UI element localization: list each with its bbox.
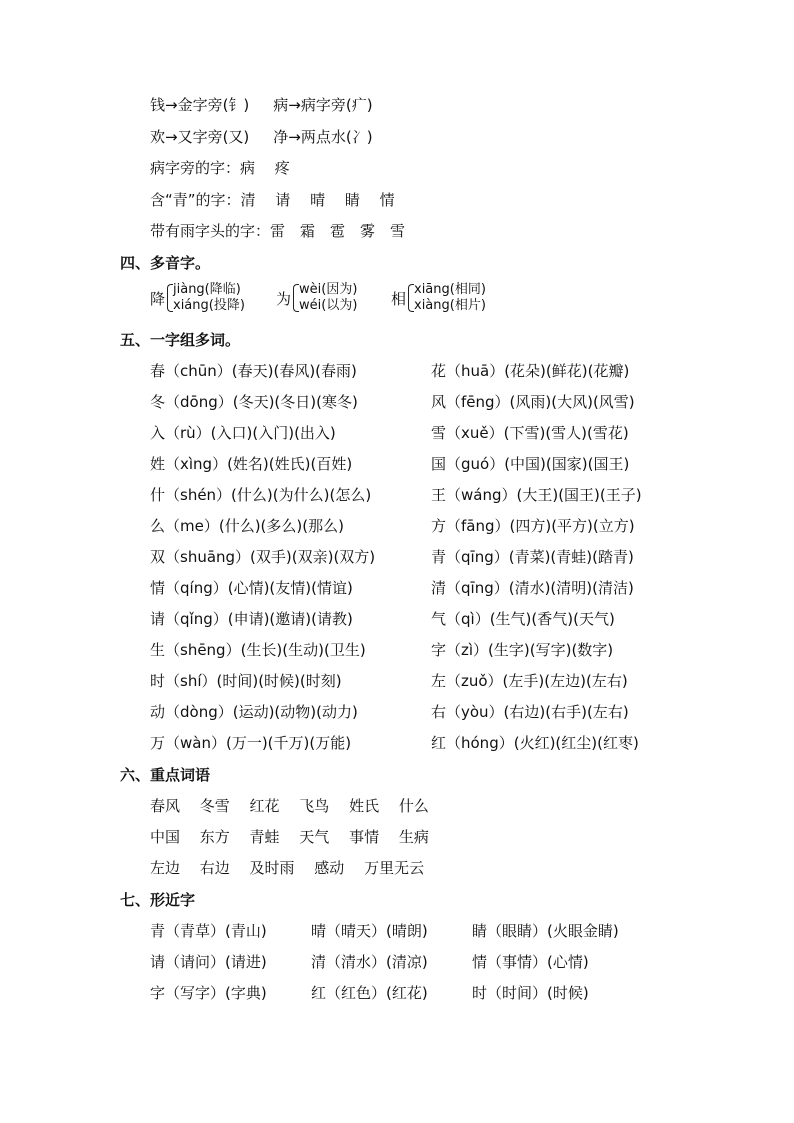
word-group-item: 字（zì）(生字)(写字)(数字): [431, 641, 614, 659]
word-group-item: 花（huā）(花朵)(鲜花)(花瓣): [431, 362, 630, 380]
reading-1: wèi(因为): [299, 282, 358, 297]
rain-radical-line: 带有雨字头的字：雷 霜 雹 雾 雪: [150, 222, 406, 240]
similar-char-item: 青（青草）(青山): [150, 922, 267, 940]
radical-line-1: [150, 94, 373, 116]
qing-chars-line: 含“青”的字：清 请 晴 睛 情: [150, 191, 395, 209]
word-group-item: 双（shuāng）(双手)(双亲)(双方): [150, 548, 376, 566]
word-group-item: 么（me）(什么)(多么)(那么): [150, 517, 344, 535]
reading-2: xiàng(相片): [414, 298, 486, 313]
word-group-item: 时（shí）(时间)(时候)(时刻): [150, 672, 342, 690]
word-group-item: 雪（xuě）(下雪)(雪人)(雪花): [431, 424, 629, 442]
polyphone-char: 相: [391, 290, 407, 308]
key-words-row: 左边 右边 及时雨 感动 万里无云: [150, 859, 425, 877]
similar-char-item: 情（事情）(心情): [472, 953, 589, 971]
word-group-item: 情（qíng）(心情)(友情)(情谊): [150, 579, 353, 597]
word-group-item: 红（hóng）(火红)(红尘)(红枣): [431, 734, 639, 752]
polyphone-char: 降: [150, 290, 166, 308]
word-group-item: 生（shēng）(生长)(生动)(卫生): [150, 641, 366, 659]
reading-1: jiàng(降临): [173, 282, 241, 297]
similar-char-item: 清（清水）(清凉): [311, 953, 428, 971]
word-group-item: 冬（dōng）(冬天)(冬日)(寒冬): [150, 393, 358, 411]
key-words-row: 春风 冬雪 红花 飞鸟 姓氏 什么: [150, 797, 429, 815]
word-group-item: 万（wàn）(万一)(千万)(万能): [150, 734, 352, 752]
word-group-item: 姓（xìng）(姓名)(姓氏)(百姓): [150, 455, 353, 473]
word-group-item: 春（chūn）(春天)(春风)(春雨): [150, 362, 357, 380]
word-group-item: 右（yòu）(右边)(右手)(左右): [431, 703, 629, 721]
similar-char-item: 红（红色）(红花): [311, 984, 428, 1002]
word-group-item: 左（zuǒ）(左手)(左边)(左右): [431, 672, 628, 690]
radical-item: 病→病字旁(疒): [273, 96, 373, 114]
radical-item: 净→两点水(冫): [273, 128, 373, 146]
word-group-item: 青（qīng）(青菜)(青蛙)(踏青): [431, 548, 634, 566]
word-group-item: 方（fāng）(四方)(平方)(立方): [431, 517, 635, 535]
word-group-item: 风（fēng）(风雨)(大风)(风雪): [431, 393, 635, 411]
reading-1: xiāng(相同): [414, 282, 486, 297]
key-words-row: 中国 东方 青蛙 天气 事情 生病: [150, 828, 429, 846]
radical-item: 钱→金字旁(钅): [150, 96, 250, 114]
section-5-title: 五、一字组多词。: [120, 331, 241, 349]
similar-char-item: 时（时间）(时候): [472, 984, 589, 1002]
radical-chars-line: 病字旁的字：病 疼: [150, 159, 290, 177]
word-group-item: 什（shén）(什么)(为什么)(怎么): [150, 486, 372, 504]
word-group-item: 请（qǐng）(申请)(邀请)(请教): [150, 610, 353, 628]
section-4-title: 四、多音字。: [120, 254, 211, 272]
word-group-item: 王（wáng）(大王)(国王)(王子): [431, 486, 642, 504]
radical-line-2: [150, 126, 373, 148]
word-group-item: 清（qīng）(清水)(清明)(清洁): [431, 579, 634, 597]
section-6-title: 六、重点词语: [120, 766, 211, 784]
word-group-item: 气（qì）(生气)(香气)(天气): [431, 610, 615, 628]
similar-char-item: 晴（晴天）(晴朗): [311, 922, 428, 940]
similar-char-item: 请（请问）(请进): [150, 953, 267, 971]
polyphone-char: 为: [276, 290, 292, 308]
section-7-title: 七、形近字: [120, 891, 196, 909]
word-group-item: 国（guó）(中国)(国家)(国王): [431, 455, 630, 473]
word-group-item: 入（rù）(入口)(入门)(出入): [150, 424, 336, 442]
similar-char-item: 睛（眼睛）(火眼金睛): [472, 922, 619, 940]
reading-2: wéi(以为): [299, 298, 358, 313]
reading-2: xiáng(投降): [173, 298, 245, 313]
radical-item: 欢→又字旁(又): [150, 128, 250, 146]
similar-char-item: 字（写字）(字典): [150, 984, 267, 1002]
word-group-item: 动（dòng）(运动)(动物)(动力): [150, 703, 358, 721]
